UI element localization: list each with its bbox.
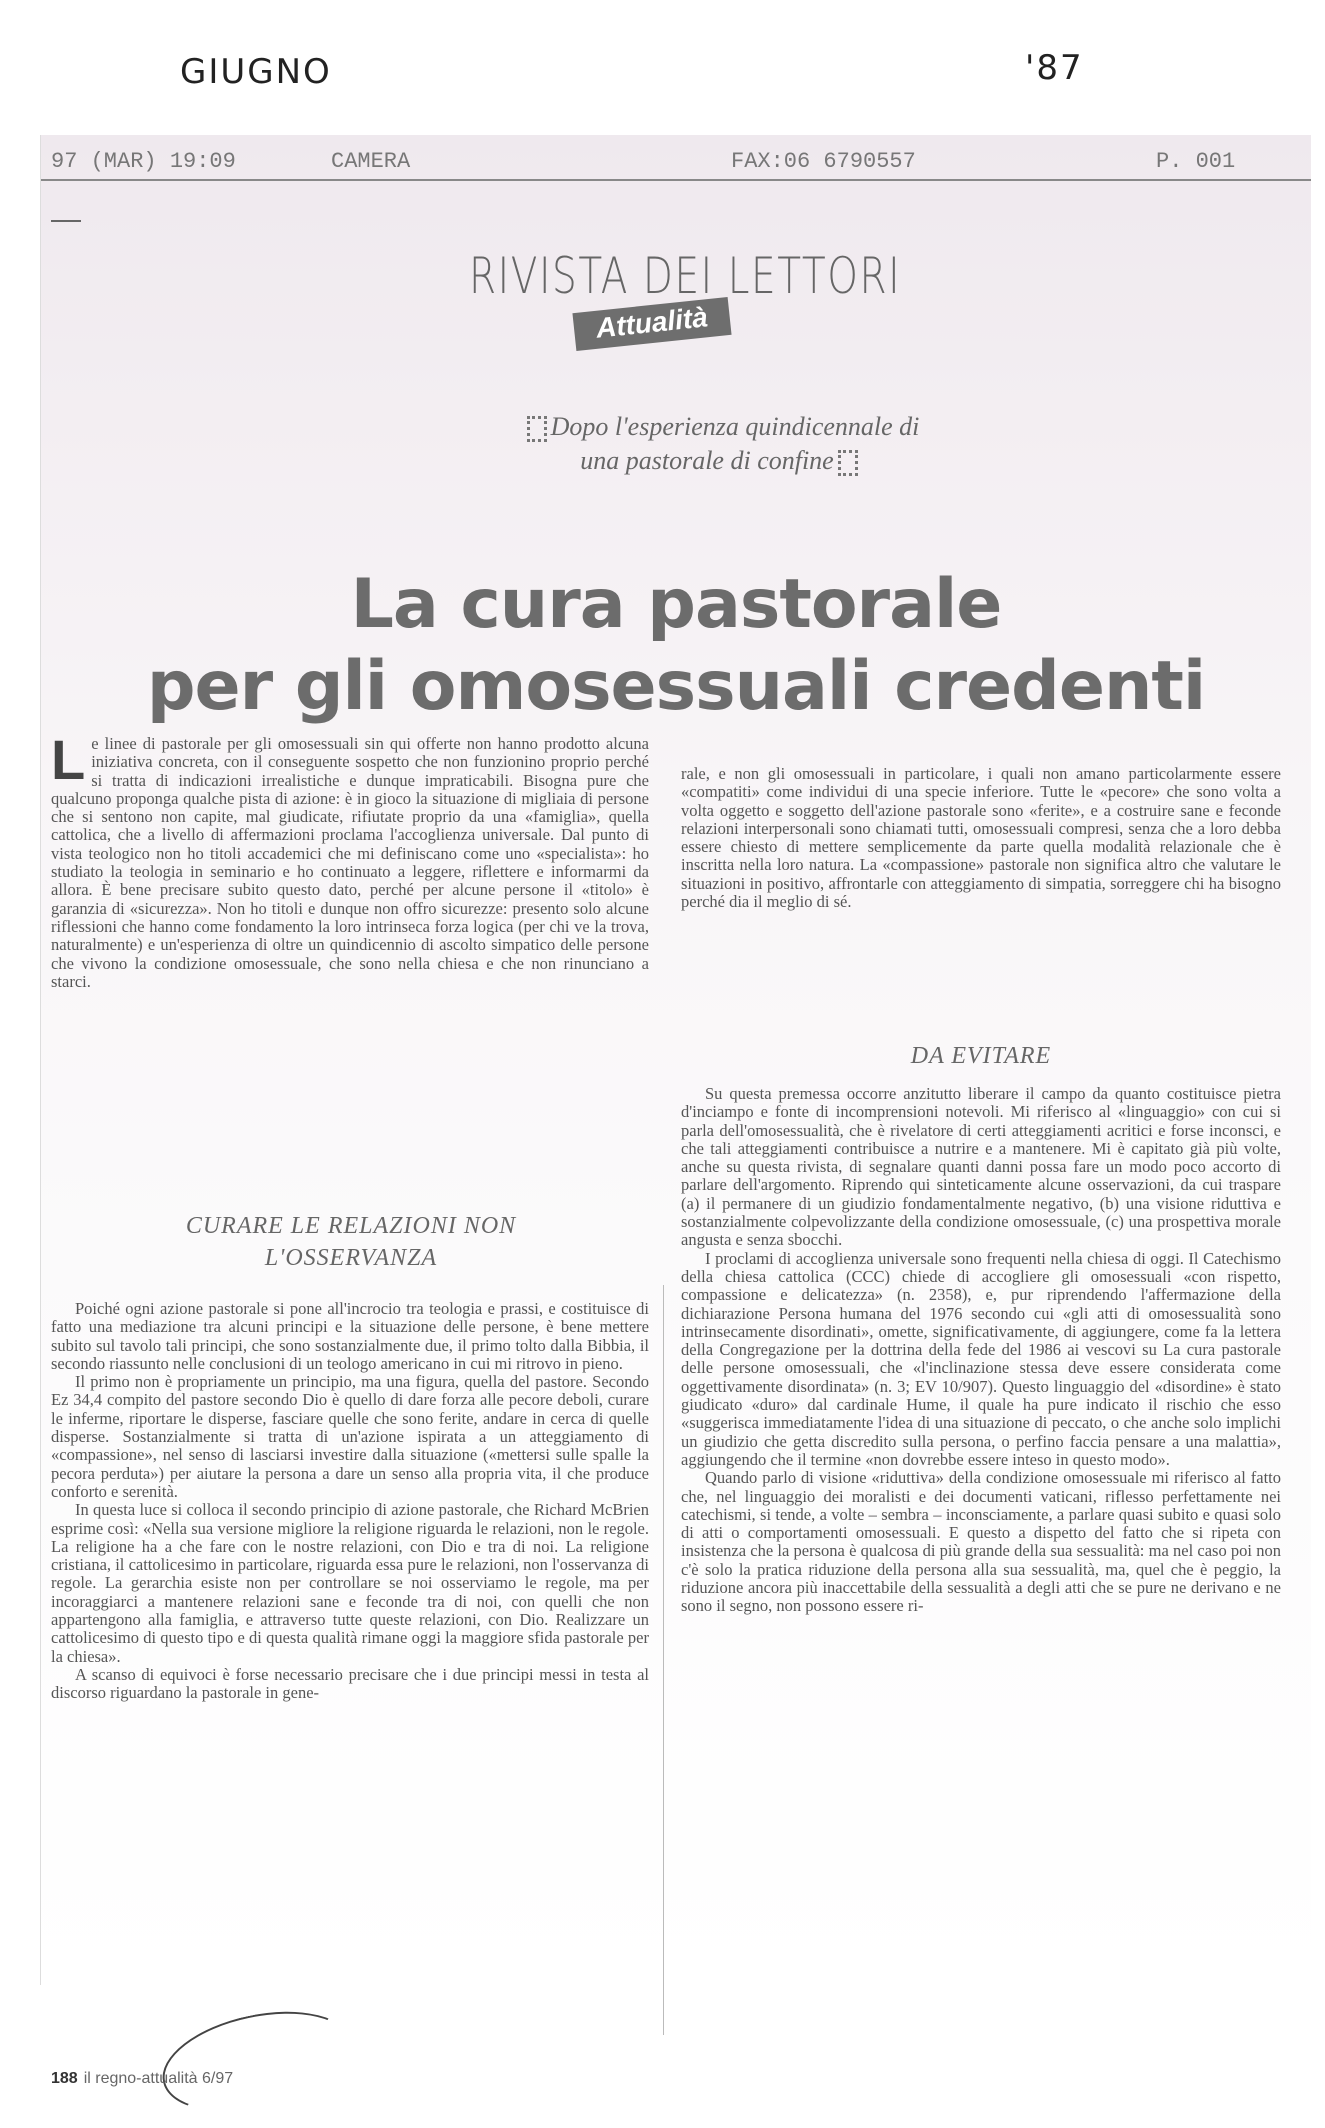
handwritten-year: '87 bbox=[1025, 48, 1084, 88]
faxed-article-page bbox=[40, 135, 1311, 2087]
fax-page: P. 001 bbox=[1156, 149, 1236, 174]
paragraph: e linee di pastorale per gli omosessuali sin qui offerte non hanno prodotto alcuna iniziativa concreta, con il conseguente sospetto che non funzionino proprio perché si tratta di indicazioni irrealistiche e dunque impraticabili. Bisogna pure che qualcuno proponga qualche pista di azione: è in gioco la situazione di migliaia di persone che si sentono non capite, mal giudicate, rifiutate proprio da una «famiglia», quella cattolica, che a livello di affermazioni proclama l'accoglienza universale. Dal punto di vista teologico non ho titoli accademici che mi definiscano come uno «specialista»: ho studiato la teologia in seminario e ho continuato a leggere, riflettere e informarmi da allora. È bene precisare subito questo dato, perché per alcune persone il «titolo» è garanzia di «sicurezza». Non ho titoli e dunque non offro sicurezze: presento solo alcune riflessioni che hanno come fondamento la loro intrinseca forza logica (per chi ve la trova, naturalmente) e un'esperienza di oltre un quindicennio di ascolto simpatico delle persone che vivono la condizione omosessuale, che sono nella chiesa e che non rinunciano a starci. bbox=[51, 734, 649, 991]
paragraph: Poiché ogni azione pastorale si pone all'incrocio tra teologia e prassi, e costituisce di fatto una mediazione tra alcuni principi e la situazione delle persone, è bene mettere subito sul tavolo tali principi, che sono sostanzialmente due, il primo tolto dalla Bibbia, il secondo riassunto nelle conclusioni di un teologo americano in cui mi ritrovo in pieno. bbox=[51, 1299, 649, 1373]
section-heading-da-evitare: DA EVITARE bbox=[910, 1043, 1052, 1069]
publication-name: il regno-attualità 6/97 bbox=[83, 2070, 234, 2087]
fax-header bbox=[41, 145, 1311, 181]
headline-line-2: per gli omosessuali credenti bbox=[146, 647, 1206, 726]
page-footer bbox=[51, 2070, 233, 2088]
left-column-body bbox=[51, 1300, 649, 1703]
paragraph: Il primo non è propriamente un principio, ma una figura, quella del pastore. Secondo Ez 34,4 compito del pastore secondo Dio è quello di dare forza alle pecore deboli, curare le inferme, riportare le disperse, fasciare quelle che sono ferite, andare in cerca di quelle disperse. Sostanzialmente si tratta di un'azione ispirata a un atteggiamento di «compassione», nel senso di lasciarsi investire dalla situazione («mettersi sulle spalle la pecora perduta») per aiutare la persona a dare un senso alla propria vita, il che produce conforto e serenità. bbox=[51, 1372, 649, 1501]
drop-cap: L bbox=[51, 728, 86, 791]
fax-number: FAX:06 6790557 bbox=[731, 149, 916, 174]
left-column-intro bbox=[51, 728, 649, 991]
paragraph: I proclami di accoglienza universale sono frequenti nella chiesa di oggi. Il Catechismo della chiesa cattolica (CCC) chiede di accogliere gli omosessuali «con rispetto, compassione e delicatezza» (n. 2358), e, pur riprendendo l'affermazione della dichiarazione Persona humana del 1976 secondo cui «gli atti di omosessualità sono intrinsecamente disordinati», omette, significativamente, di aggiungere, come fa la lettera della Congregazione per la dottrina della fede del 1986 ai vescovi su La cura pastorale delle persone omosessuali, che «l'inclinazione stessa deve essere considerata come oggettivamente disordinata» (n. 3; EV 10/907). Questo linguaggio del «disordine» è stato giudicato «duro» dal cardinale Hume, il quale ha pure indicato il rischio che esso «suggerisca immediatamente l'idea di una situazione di peccato, o che anche solo implichi un giudizio che getta discredito sulla persona, o perfino faccia pensare a una malattia», aggiungendo che il termine «non dovrebbe essere inteso in questo modo». bbox=[681, 1248, 1281, 1469]
masthead-title: RIVISTA DEI LETTORI bbox=[469, 247, 902, 305]
margin-mark bbox=[51, 220, 81, 222]
open-quote-mark bbox=[527, 416, 547, 442]
paragraph: rale, e non gli omosessuali in particolare, i quali non amano particolarmente essere «compatiti» come individui di una specie inferiore. Tutte le «pecore» che sono volta a volta oggetto e soggetto dell'azione pastorale sono «ferite», e a costruire sane e feconde relazioni interpersonali sono chiamati tutti, omosessuali compresi, senza che a loro debba essere chiesto di mettere semplicemente da parte quella modalità relazionale che è inscritta nella loro natura. La «compassione» pastorale non significa altro che valutare le situazioni in positivo, affrontarle con atteggiamento di simpatia, sorreggere chi ha bisogno perché dia il meglio di sé. bbox=[681, 764, 1281, 912]
headline-line-1: La cura pastorale bbox=[350, 565, 1002, 644]
right-column-body bbox=[681, 1085, 1281, 1616]
kicker-text: Dopo l'esperienza quindicennale di una pastorale di confine bbox=[550, 412, 920, 475]
section-heading-relazioni: CURARE LE RELAZIONI NON L'OSSERVANZA bbox=[185, 1213, 517, 1271]
paragraph: Su questa premessa occorre anzitutto liberare il campo da quanto costituisce pietra d'inciampo e fonte di incomprensioni notevoli. Mi riferisco al «linguaggio» con cui si parla dell'omosessualità, che è rivelatore di certi atteggiamenti acritici e forse inconsci, e che tali atteggiamenti contribuisce a nutrire e a mantenere. Mi è capitato già più volte, anche su questa rivista, di segnalare quanti danni possa fare un modo poco accorto di parlare dell'argomento. Riprendo qui sinteticamente alcune osservazioni, da cui traspare (a) il permanere di un giudizio fondamentalmente negativo, (b) una visione riduttiva e sostanzialmente colpevolizzante della condizione omosessuale, (c) una prospettiva morale angusta e senza sbocchi. bbox=[681, 1084, 1281, 1250]
close-quote-mark bbox=[838, 450, 858, 476]
page-number: 188 bbox=[51, 2070, 78, 2087]
fax-date-time: 97 (MAR) 19:09 bbox=[51, 149, 236, 174]
paragraph: Quando parlo di visione «riduttiva» della condizione omosessuale mi riferisco al fatto che, nel linguaggio dei moralisti e dei documenti vaticani, riflesso perfettamente nei catechismi, si tende, a volte – sembra – inconsciamente, a parlare quasi subito e quasi solo di atti o comportamenti omosessuali. E questo a dispetto del fatto che si ripeta con insistenza che la persona è qualcosa di più grande della sua sessualità: ma nel caso poi non c'è solo la pratica riduzione della persona alla sua sessualità, ma, quel che è peggio, la riduzione ancora più inaccettabile della sessualità a degli atti che se pure ne derivano e ne sono il segno, non possono essere ri- bbox=[681, 1468, 1281, 1616]
pen-mark bbox=[153, 1996, 362, 2128]
kicker bbox=[511, 410, 931, 478]
paragraph: A scanso di equivoci è forse necessario precisare che i due principi messi in testa al discorso riguardano la pastorale in gene- bbox=[51, 1664, 649, 1703]
right-column-top bbox=[681, 765, 1281, 911]
column-divider bbox=[663, 1285, 664, 2035]
handwritten-month: GIUGNO bbox=[180, 52, 332, 92]
fax-sender: CAMERA bbox=[331, 149, 411, 174]
section-tag: Attualità bbox=[572, 297, 731, 351]
fax-header-rule bbox=[41, 179, 1311, 181]
paragraph: In questa luce si colloca il secondo principio di azione pastorale, che Richard McBrien esprime così: «Nella sua versione migliore la religione riguarda le relazioni, non le regole. La religione ha a che fare con le nostre relazioni, con Dio e tra di noi. La religione cristiana, il cattolicesimo in particolare, riguarda essa pure le relazioni, non l'osservanza di regole. La gerarchia esiste non per controllare se noi osserviamo le regole, ma per incoraggiarci a mantenere relazioni sane e feconde tra di noi, con quelli che non appartengono alla famiglia, e attraverso tutte queste relazioni, con Dio. Realizzare un cattolicesimo di questo tipo e di questa qualità rimane oggi la maggiore sfida pastorale per la chiesa». bbox=[51, 1500, 649, 1666]
